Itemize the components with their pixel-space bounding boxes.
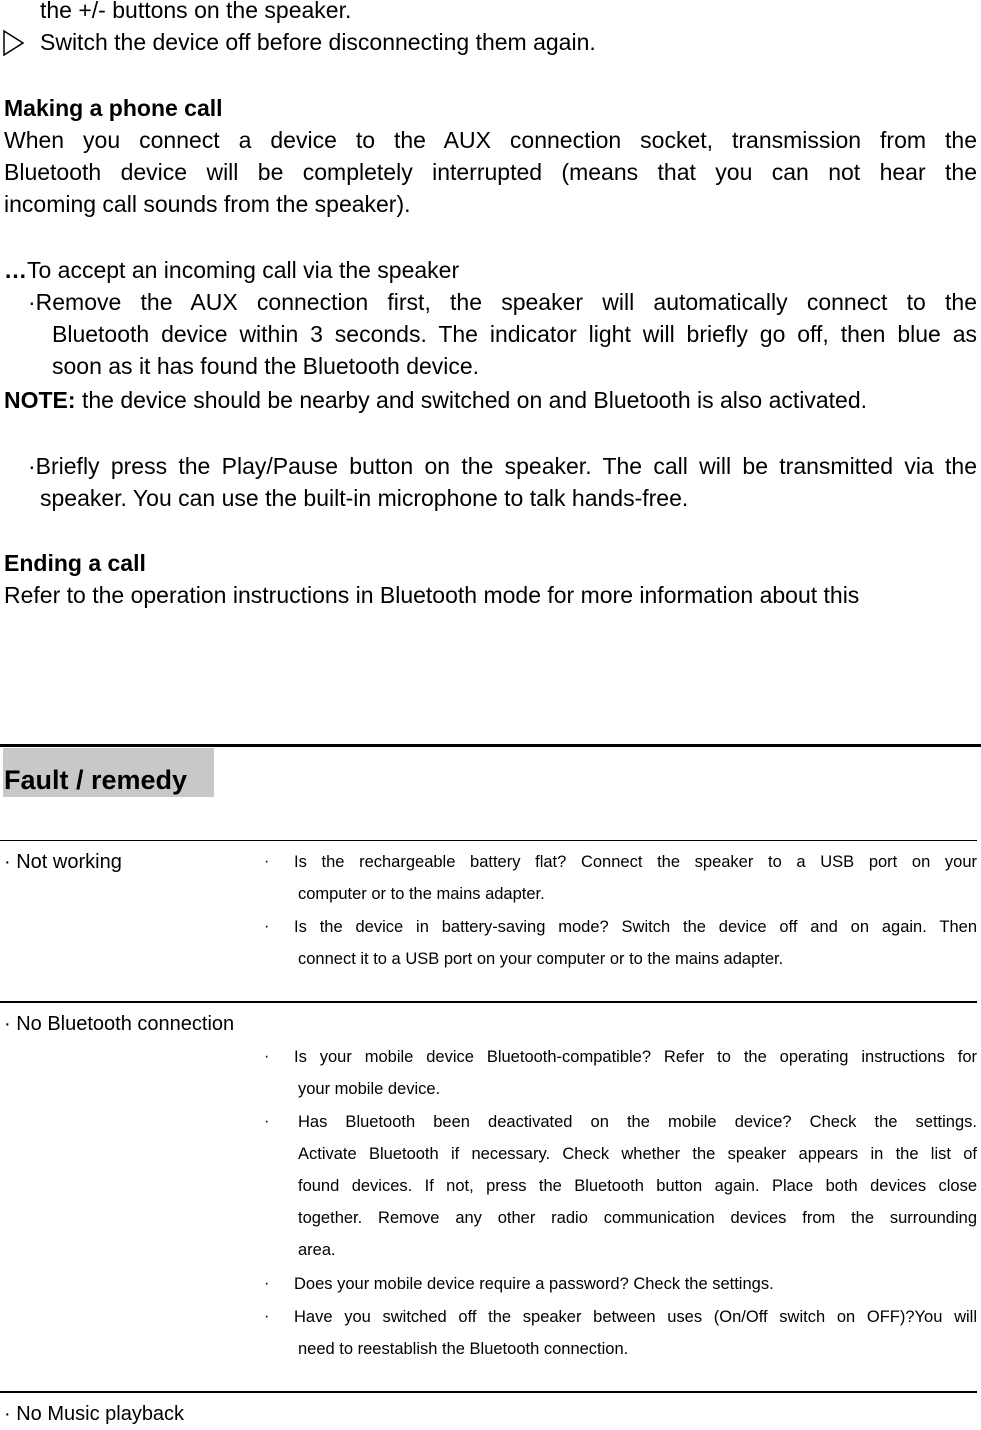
fault-label-no-bluetooth: · No Bluetooth connection bbox=[4, 1013, 235, 1035]
remedy-line: Activate Bluetooth if necessary. Check whether the speaker appears in the list of bbox=[298, 1145, 977, 1163]
remedy-line: area. bbox=[298, 1241, 336, 1259]
remedy-bullet: · bbox=[264, 1048, 270, 1065]
table-divider bbox=[0, 1001, 977, 1003]
remedy-bullet: · bbox=[264, 1113, 270, 1130]
ending-call-text: Refer to the operation instructions in Bluetooth mode for more information about this bbox=[4, 582, 860, 608]
arrow-bullet-icon bbox=[2, 29, 26, 57]
note-line bbox=[4, 384, 867, 416]
remove-aux-line: soon as it has found the Bluetooth device. bbox=[52, 353, 480, 379]
remove-aux-line: Bluetooth device within 3 seconds. The indicator light will briefly go off, then blue as bbox=[52, 321, 977, 347]
fault-label-not-working: · Not working bbox=[4, 851, 122, 873]
accept-call-label: To accept an incoming call via the speaker bbox=[27, 257, 460, 283]
remedy-line: need to reestablish the Bluetooth connection. bbox=[298, 1340, 629, 1358]
remedy-line: connect it to a USB port on your computer or to the mains adapter. bbox=[298, 950, 784, 968]
remedy-line: Is the rechargeable battery flat? Connect the speaker to a USB port on your bbox=[294, 853, 977, 871]
section-heading-ending-call: Ending a call bbox=[4, 550, 146, 576]
intro-continued-line: the +/- buttons on the speaker. bbox=[40, 0, 352, 23]
remedy-line: Does your mobile device require a password? Check the settings. bbox=[294, 1275, 774, 1293]
remedy-line: together. Remove any other radio communication devices from the surrounding bbox=[298, 1209, 977, 1227]
remedy-bullet: · bbox=[264, 918, 270, 935]
accept-call-line bbox=[4, 254, 459, 286]
section-heading-phone-call: Making a phone call bbox=[4, 95, 223, 121]
remedy-line: Is the device in battery-saving mode? Switch the device off and on again. Then bbox=[294, 918, 977, 936]
paragraph-line: When you connect a device to the AUX connection socket, transmission from the bbox=[4, 127, 977, 153]
ellipsis-prefix: … bbox=[4, 257, 27, 283]
remedy-line: your mobile device. bbox=[298, 1080, 441, 1098]
remedy-line: found devices. If not, press the Bluetooth button again. Place both devices close bbox=[298, 1177, 977, 1195]
note-text: the device should be nearby and switched on and Bluetooth is also activated. bbox=[75, 387, 868, 413]
fault-label-no-music: · No Music playback bbox=[4, 1403, 185, 1425]
remedy-line: Have you switched off the speaker between uses (On/Off switch on OFF)?You will bbox=[294, 1308, 977, 1326]
intro-arrow-item: Switch the device off before disconnecting them again. bbox=[40, 29, 596, 55]
remedy-line: Has Bluetooth been deactivated on the mobile device? Check the settings. bbox=[298, 1113, 977, 1131]
paragraph-line: incoming call sounds from the speaker). bbox=[4, 191, 411, 217]
remove-aux-line: ·Remove the AUX connection first, the speaker will automatically connect to the bbox=[28, 289, 977, 315]
section-divider-thick bbox=[0, 744, 981, 747]
remedy-bullet: · bbox=[264, 1275, 270, 1292]
remedy-line: computer or to the mains adapter. bbox=[298, 885, 545, 903]
fault-remedy-heading: Fault / remedy bbox=[4, 765, 188, 795]
press-play-line: speaker. You can use the built-in microphone to talk hands-free. bbox=[40, 485, 689, 511]
remedy-line: Is your mobile device Bluetooth-compatible? Refer to the operating instructions for bbox=[294, 1048, 977, 1066]
table-divider bbox=[0, 840, 977, 841]
press-play-line: ·Briefly press the Play/Pause button on the speaker. The call will be transmitted via the bbox=[28, 453, 977, 479]
paragraph-line: Bluetooth device will be completely interrupted (means that you can not hear the bbox=[4, 159, 977, 185]
note-label: NOTE: bbox=[4, 387, 76, 413]
table-divider bbox=[0, 1391, 977, 1393]
remedy-bullet: · bbox=[264, 1308, 270, 1325]
remedy-bullet: · bbox=[264, 853, 270, 870]
